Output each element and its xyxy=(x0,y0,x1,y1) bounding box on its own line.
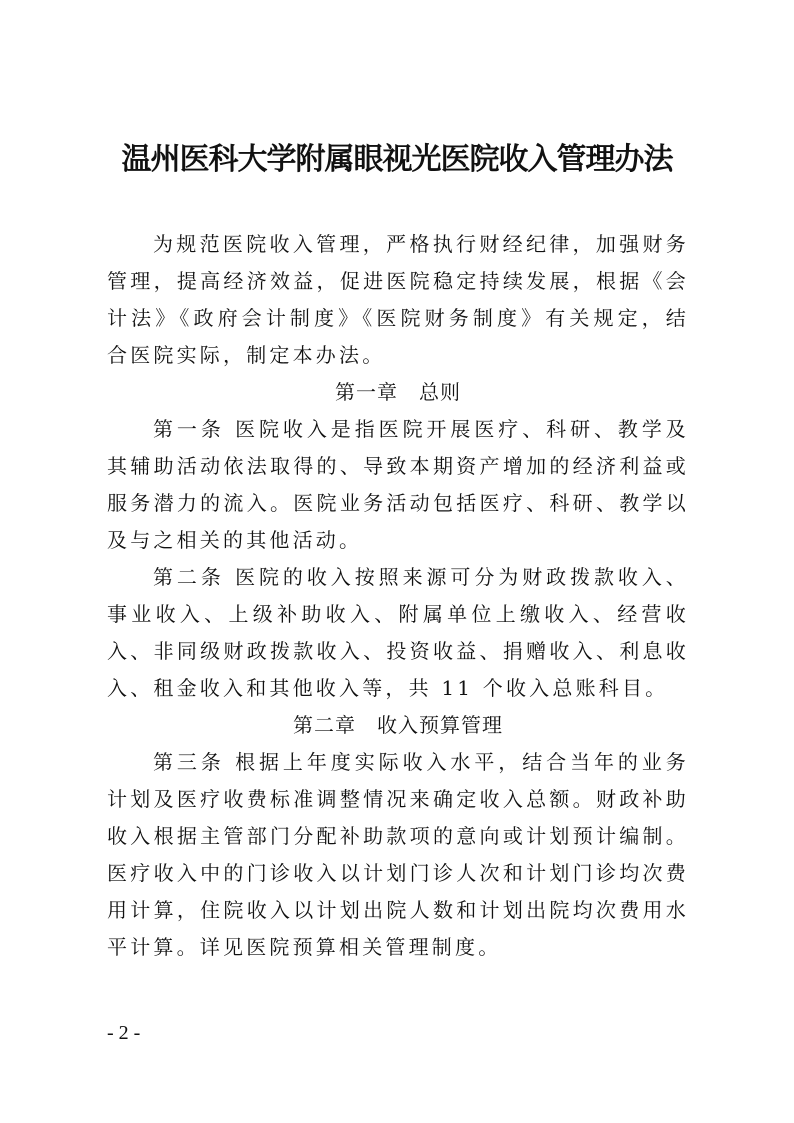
chapter-heading-general: 第一章 总则 xyxy=(335,380,461,404)
article-2: 第二条 医院的收入按照来源可分为财政拨款收入、事业收入、上级补助收入、附属单位上缴收入、经营收入、非同级财政拨款收入、投资收益、捐赠收入、利息收入、租金收入和其他收入等，共 11 个收入总账科目。 xyxy=(107,565,689,700)
article-1: 第一条 医院收入是指医院开展医疗、科研、教学及其辅助活动依法取得的、导致本期资产增加的经济利益或服务潜力的流入。医院业务活动包括医疗、科研、教学以及与之相关的其他活动。 xyxy=(107,417,689,552)
document-body xyxy=(107,226,689,966)
chapter-heading-budget: 第二章 收入预算管理 xyxy=(293,713,503,737)
page-number: - 2 - xyxy=(107,1022,141,1044)
intro-paragraph: 为规范医院收入管理，严格执行财经纪律，加强财务管理，提高经济效益，促进医院稳定持续发展，根据《会计法》《政府会计制度》《医院财务制度》有关规定，结合医院实际，制定本办法。 xyxy=(107,232,689,367)
article-3: 第三条 根据上年度实际收入水平，结合当年的业务计划及医疗收费标准调整情况来确定收入总额。财政补助收入根据主管部门分配补助款项的意向或计划预计编制。医疗收入中的门诊收入以计划门诊人次和计划门诊均次费用计算，住院收入以计划出院人数和计划出院均次费用水平计算。详见医院预算相关管理制度。 xyxy=(107,750,689,959)
document-title: 温州医科大学附属眼视光医院收入管理办法 xyxy=(121,142,673,177)
